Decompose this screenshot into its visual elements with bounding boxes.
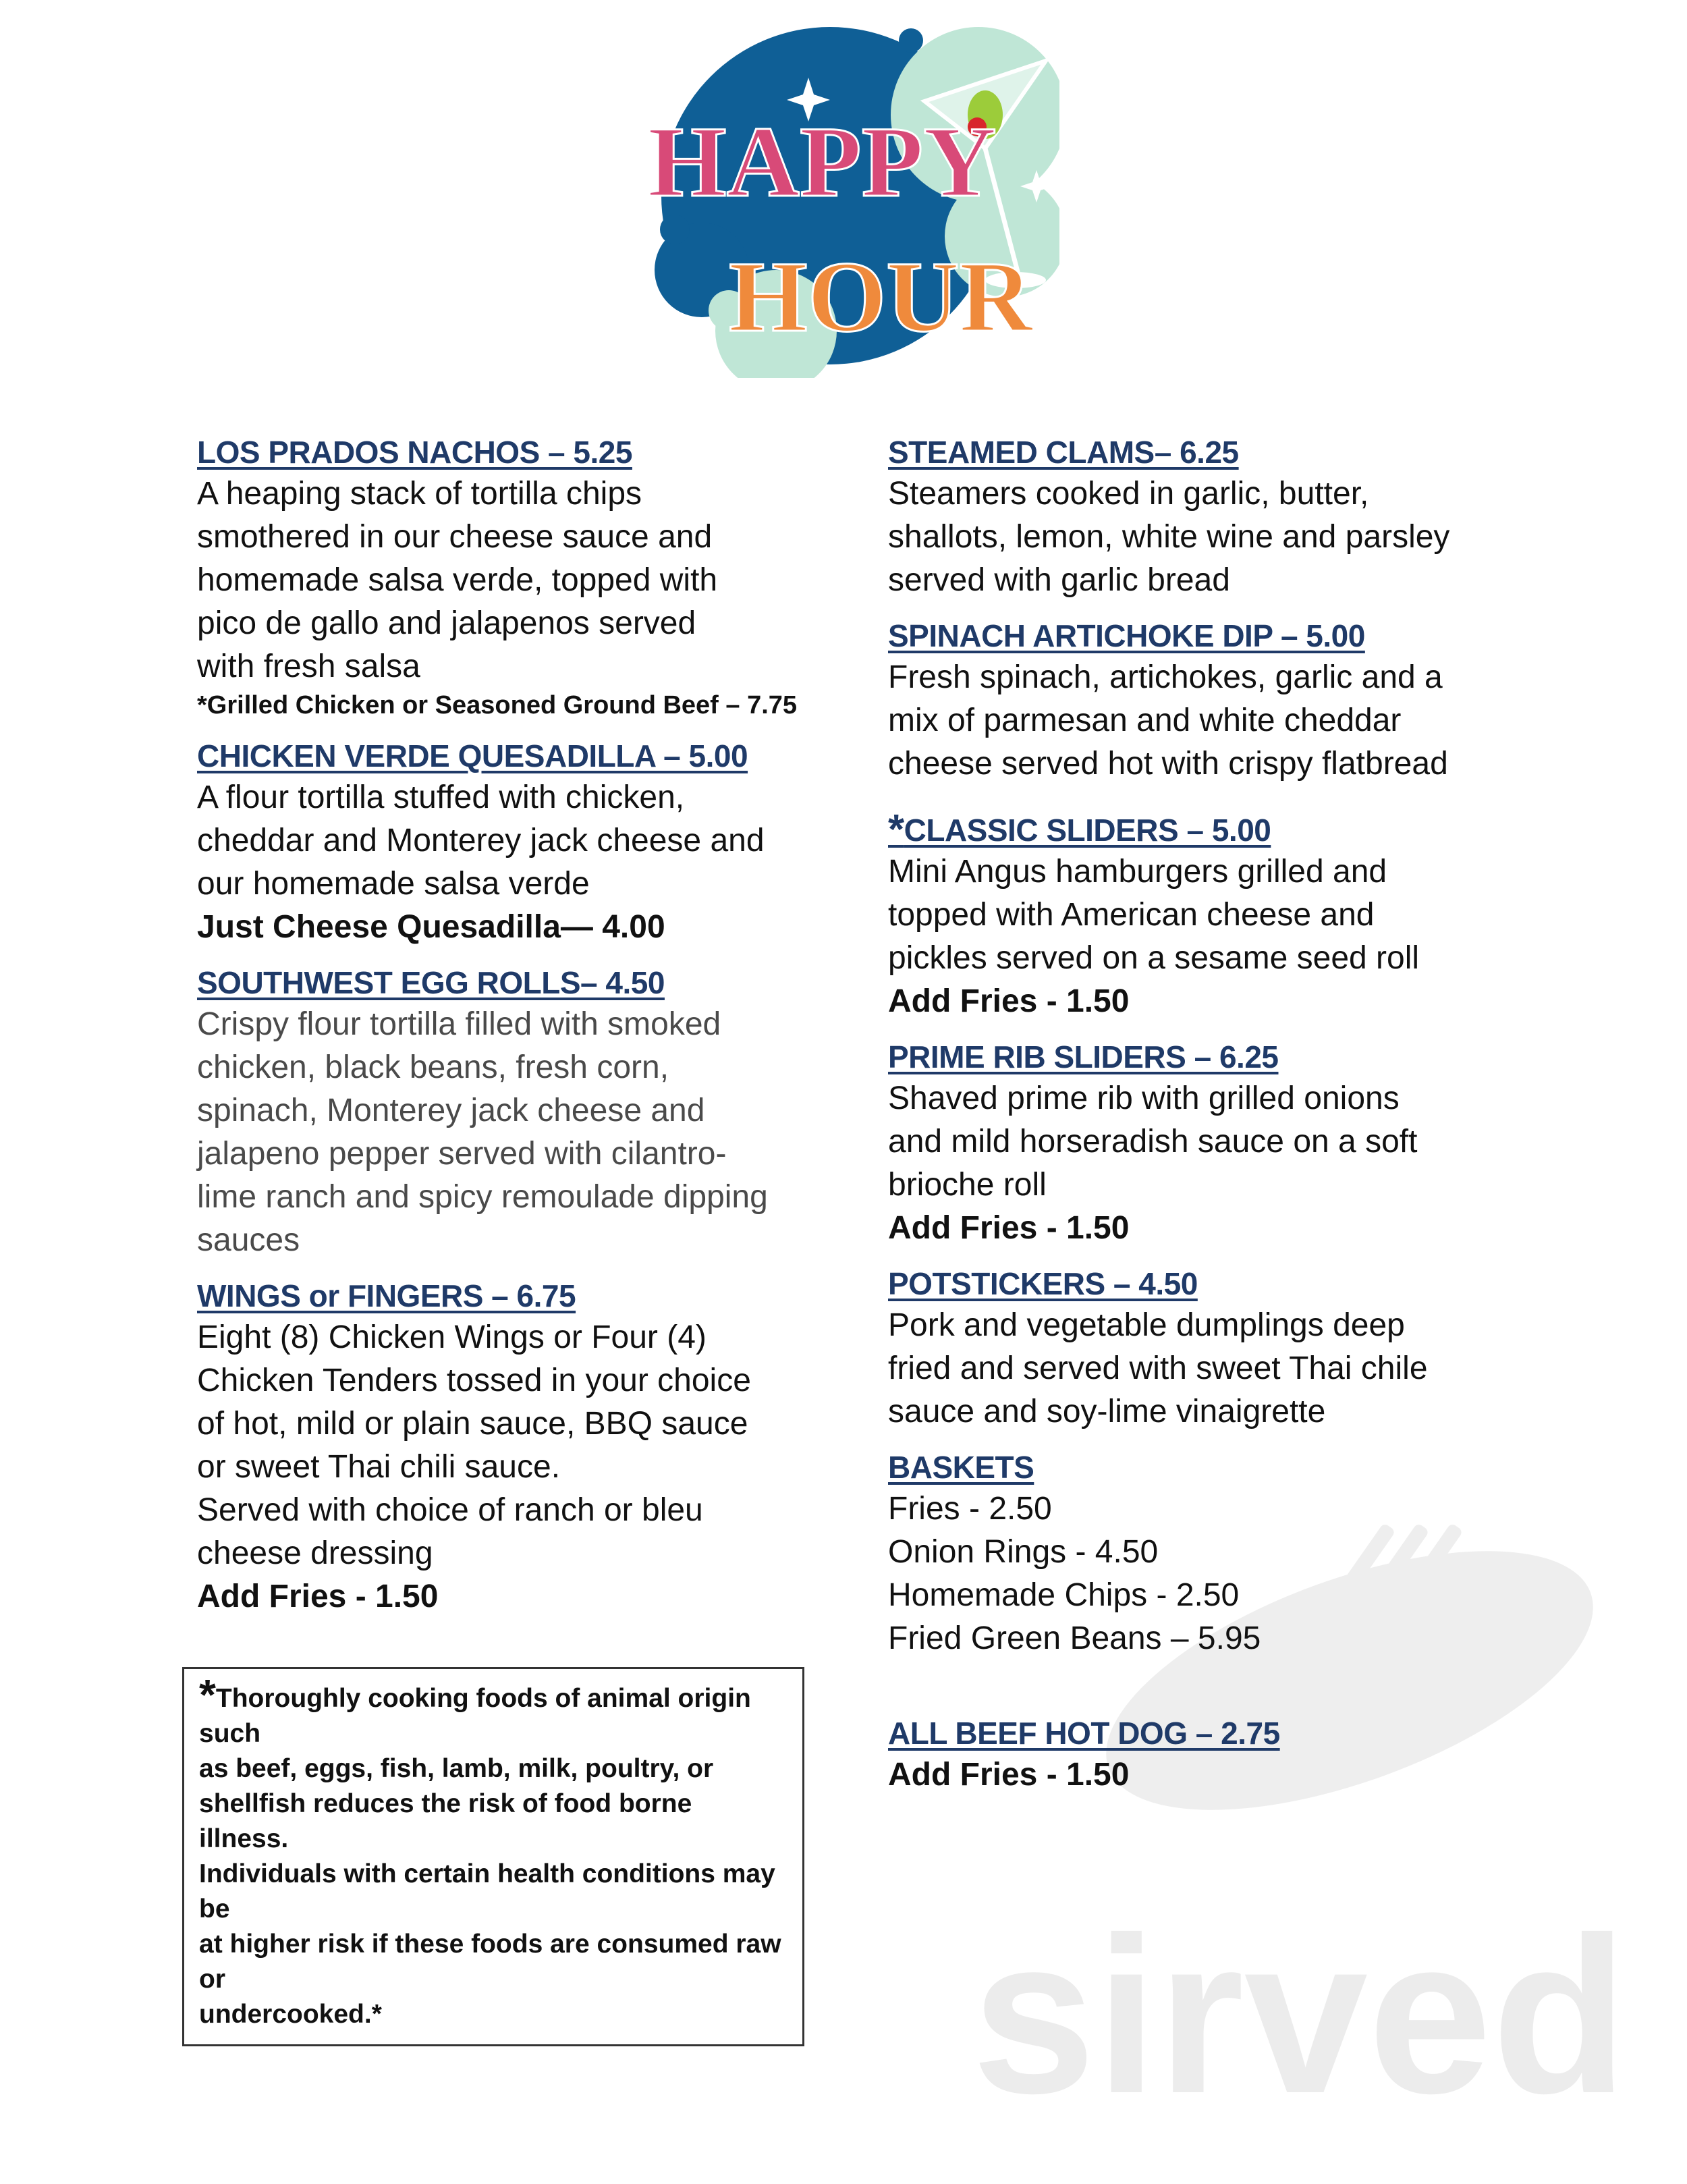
item-extra: Add Fries - 1.50 (888, 1210, 1130, 1246)
item-desc-line: A flour tortilla stuffed with chicken, (197, 780, 685, 815)
menu-item-quesadilla (197, 736, 804, 949)
item-title: CHICKEN VERDE QUESADILLA – 5.00 (197, 738, 748, 773)
item-desc-line: our homemade salsa verde (197, 866, 590, 902)
item-desc-line: sauces (197, 1222, 300, 1258)
item-desc-line: lime ranch and spicy remoulade dipping (197, 1179, 768, 1215)
item-title: WINGS or FINGERS – 6.75 (197, 1278, 576, 1313)
food-safety-disclaimer (182, 1667, 804, 2046)
menu-item-spinach-dip (888, 616, 1529, 786)
item-title-text: CLASSIC SLIDERS – 5.00 (904, 813, 1271, 848)
item-desc-line: served with garlic bread (888, 562, 1230, 598)
menu-item-hot-dog (888, 1713, 1529, 1797)
item-desc-line: pico de gallo and jalapenos served (197, 605, 696, 641)
item-desc-line: Steamers cooked in garlic, butter, (888, 476, 1369, 512)
menu-item-baskets (888, 1447, 1529, 1660)
item-desc-line: with fresh salsa (197, 649, 420, 684)
item-desc-line: Pork and vegetable dumplings deep (888, 1307, 1405, 1343)
item-desc-line: Chicken Tenders tossed in your choice (197, 1363, 751, 1398)
item-title: BASKETS (888, 1450, 1034, 1485)
item-title: STEAMED CLAMS– 6.25 (888, 435, 1239, 470)
item-desc-line: spinach, Monterey jack cheese and (197, 1093, 705, 1128)
item-desc-line: smothered in our cheese sauce and (197, 519, 713, 555)
logo-word-happy: HAPPY (648, 106, 997, 218)
asterisk-mark: * (888, 807, 904, 853)
item-title: SPINACH ARTICHOKE DIP – 5.00 (888, 618, 1365, 653)
disclaimer-line: Individuals with certain health conditions may be (199, 1859, 775, 1923)
item-title: SOUTHWEST EGG ROLLS– 4.50 (197, 965, 665, 1000)
item-extra: Add Fries - 1.50 (888, 1757, 1130, 1793)
disclaimer-line: Thoroughly cooking foods of animal origin such (199, 1684, 751, 1748)
item-desc-line: fried and served with sweet Thai chile (888, 1350, 1428, 1386)
item-desc-line: chicken, black beans, fresh corn, (197, 1049, 669, 1085)
item-desc-line: pickles served on a sesame seed roll (888, 940, 1420, 976)
logo-word-hour: HOUR (729, 241, 1032, 353)
item-extra: Add Fries - 1.50 (888, 983, 1130, 1019)
left-menu-column (197, 432, 804, 1632)
basket-option: Fried Green Beans – 5.95 (888, 1620, 1261, 1656)
menu-item-egg-rolls (197, 962, 804, 1262)
happy-hour-logo (628, 13, 1059, 378)
item-title: POTSTICKERS – 4.50 (888, 1266, 1198, 1301)
item-desc-line: or sweet Thai chili sauce. (197, 1449, 561, 1485)
menu-item-wings (197, 1276, 804, 1618)
item-extra: Add Fries - 1.50 (197, 1579, 439, 1614)
item-desc-line: brioche roll (888, 1167, 1047, 1203)
menu-item-classic-sliders (888, 807, 1529, 1023)
item-desc-line: cheese served hot with crispy flatbread (888, 746, 1448, 782)
basket-option: Onion Rings - 4.50 (888, 1534, 1159, 1570)
item-desc-line: mix of parmesan and white cheddar (888, 703, 1402, 738)
item-desc-line: of hot, mild or plain sauce, BBQ sauce (197, 1406, 748, 1442)
basket-option: Fries - 2.50 (888, 1491, 1052, 1527)
item-desc-line: Fresh spinach, artichokes, garlic and a (888, 659, 1443, 695)
menu-item-nachos (197, 432, 804, 722)
item-extra: Just Cheese Quesadilla— 4.00 (197, 909, 665, 945)
item-desc-line: homemade salsa verde, topped with (197, 562, 718, 598)
item-desc-line: Shaved prime rib with grilled onions (888, 1081, 1400, 1116)
asterisk-mark: * (199, 1670, 216, 1719)
item-title: PRIME RIB SLIDERS – 6.25 (888, 1039, 1279, 1074)
item-desc-line: and mild horseradish sauce on a soft (888, 1124, 1418, 1159)
item-desc-line: topped with American cheese and (888, 897, 1375, 933)
item-title: ALL BEEF HOT DOG – 2.75 (888, 1716, 1280, 1751)
item-desc-line: Mini Angus hamburgers grilled and (888, 854, 1387, 890)
disclaimer-line: at higher risk if these foods are consumed raw or (199, 1930, 781, 1994)
item-desc-line: Served with choice of ranch or bleu (197, 1492, 703, 1528)
item-desc-line: shallots, lemon, white wine and parsley (888, 519, 1450, 555)
item-desc-line: A heaping stack of tortilla chips (197, 476, 642, 512)
item-title: LOS PRADOS NACHOS – 5.25 (197, 435, 632, 470)
item-desc-line: Crispy flour tortilla filled with smoked (197, 1006, 721, 1042)
menu-item-clams (888, 432, 1529, 602)
watermark-text: sirved (972, 1890, 1628, 2099)
item-desc-line: cheese dressing (197, 1535, 433, 1571)
menu-item-prime-rib-sliders (888, 1037, 1529, 1250)
item-title (888, 807, 1529, 853)
right-menu-column (888, 432, 1529, 1810)
disclaimer-line: undercooked.* (199, 2000, 382, 2029)
section-spacer (888, 1674, 1529, 1713)
item-desc-line: cheddar and Monterey jack cheese and (197, 823, 765, 858)
disclaimer-line: as beef, eggs, fish, lamb, milk, poultry, or (199, 1754, 714, 1783)
basket-option: Homemade Chips - 2.50 (888, 1577, 1240, 1613)
disclaimer-line: shellfish reduces the risk of food borne illness. (199, 1789, 692, 1853)
menu-item-potstickers (888, 1263, 1529, 1434)
item-note: *Grilled Chicken or Seasoned Ground Beef – 7.75 (197, 691, 798, 719)
item-desc-line: Eight (8) Chicken Wings or Four (4) (197, 1319, 707, 1355)
item-desc-line: jalapeno pepper served with cilantro- (197, 1136, 727, 1172)
item-desc-line: sauce and soy-lime vinaigrette (888, 1394, 1326, 1429)
